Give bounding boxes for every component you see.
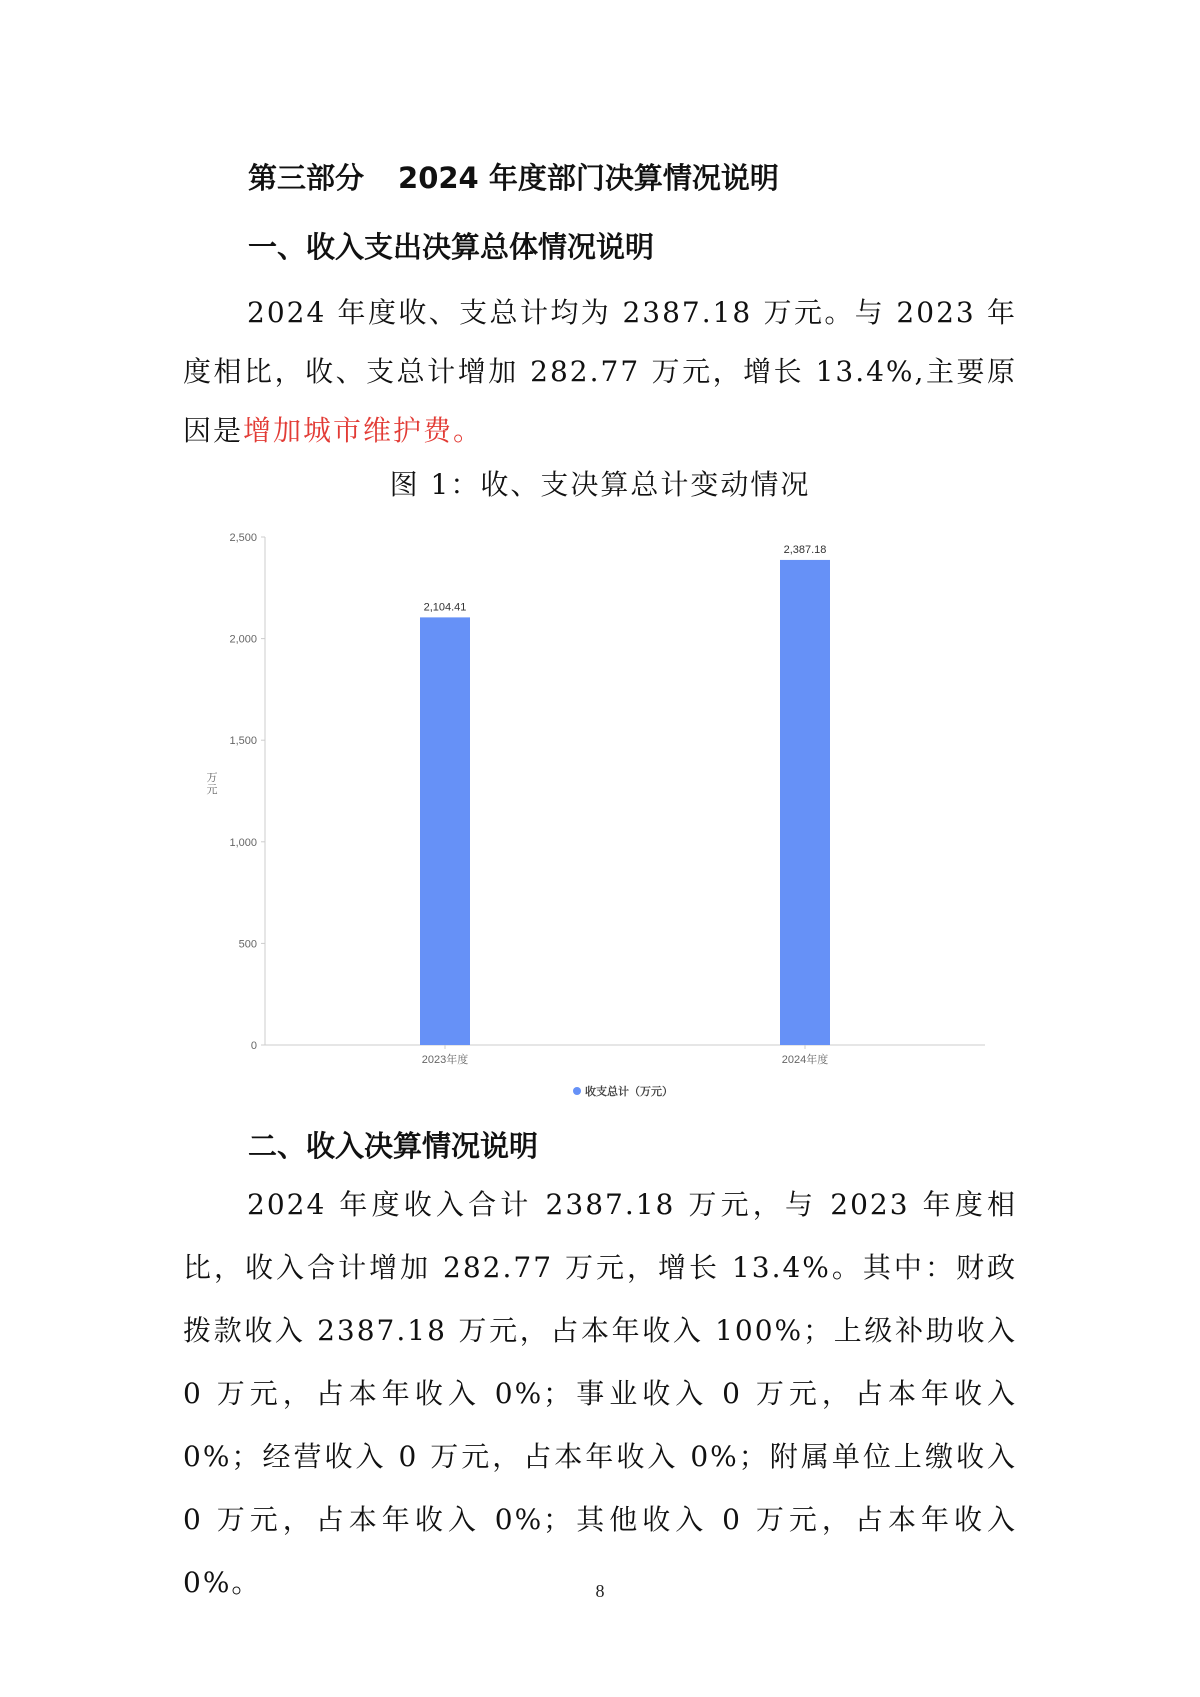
- y-tick-label: 2,000: [229, 633, 257, 646]
- section1-paragraph: [183, 283, 1017, 460]
- part-title-text: 2024 年度部门决算情况说明: [398, 161, 779, 195]
- section2-paragraph: [183, 1173, 1017, 1614]
- section2-title: 二、收入决算情况说明: [248, 1129, 539, 1163]
- chart-bars: [420, 544, 830, 1045]
- x-tick-label: 2023年度: [421, 1054, 469, 1066]
- data-label: 2,104.41: [423, 601, 467, 614]
- section1-text: 2024 年度收、支总计均为 2387.18 万元。与 2023 年度相比，收、支总计增加 282.77 万元，增长 13.4%,主要原因是: [183, 296, 1017, 447]
- part-title-label: 第三部分: [248, 161, 365, 195]
- x-axis-ticks: [422, 1045, 828, 1066]
- chart-legend: [573, 1084, 673, 1098]
- chart-axes: [265, 537, 985, 1045]
- legend-swatch: [573, 1087, 581, 1095]
- y-tick-label: 2,500: [229, 532, 257, 544]
- legend-label: 收支总计（万元）: [585, 1086, 673, 1098]
- figure-caption: 图 1：收、支决算总计变动情况: [389, 468, 811, 501]
- section1-highlight: 增加城市维护费。: [243, 414, 484, 447]
- bar-chart: [190, 515, 990, 1105]
- y-tick-label: 500: [238, 938, 257, 951]
- page-number: 8: [595, 1581, 605, 1601]
- bar: [780, 560, 830, 1045]
- data-label: 2,387.18: [783, 543, 827, 556]
- y-axis-label: 万元: [206, 772, 218, 796]
- y-tick-label: 1,000: [229, 836, 257, 849]
- bar: [420, 617, 470, 1045]
- y-tick-label: 1,500: [229, 735, 257, 748]
- x-tick-label: 2024年度: [781, 1054, 829, 1066]
- part-title: [248, 158, 779, 198]
- y-tick-label: 0: [250, 1040, 257, 1052]
- section1-title: 一、收入支出决算总体情况说明: [248, 230, 655, 264]
- y-axis-ticks: [229, 532, 265, 1052]
- section2-text: 2024 年度收入合计 2387.18 万元，与 2023 年度相比，收入合计增加 282.77 万元，增长 13.4%。其中：财政拨款收入 2387.18 万元，占本年收入 100%；上级补助收入 0 万元，占本年收入 0%；事业收入 0 万元，占本年收入 0%；经营收入 0 万元，占本年收入 0%；附属单位上缴收入 0 万元，占本年收入 0%；其他收入 0 万元，占本年收入 0%。: [183, 1188, 1017, 1599]
